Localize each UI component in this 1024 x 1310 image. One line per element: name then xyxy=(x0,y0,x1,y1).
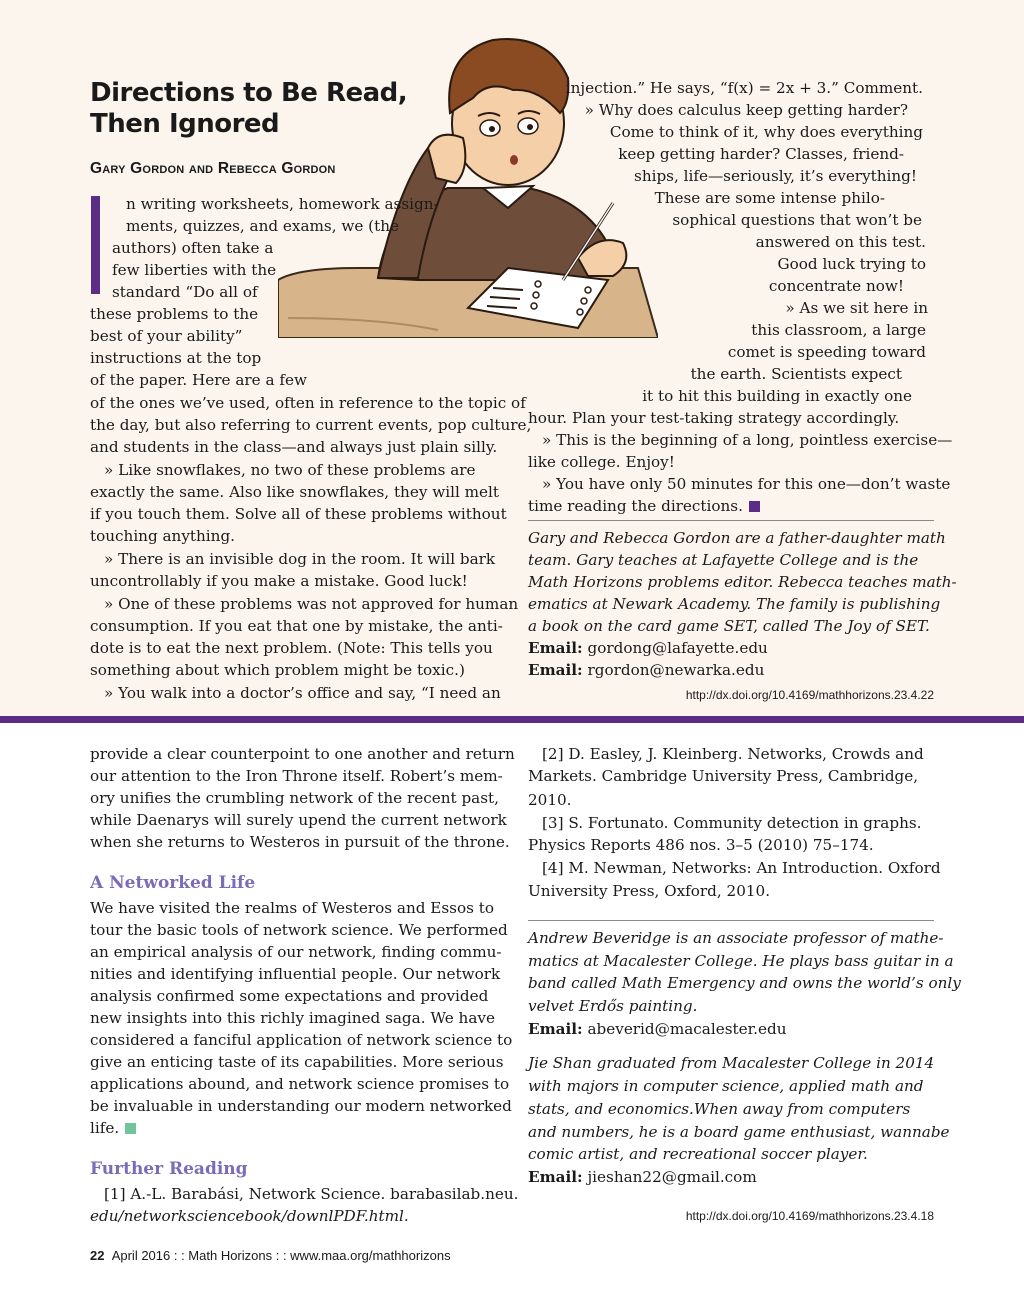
body-line: dote is to eat the next problem. (Note: This tells you xyxy=(90,639,493,657)
body-line: be invaluable in understanding our modern networked xyxy=(90,1097,512,1115)
body-line: sophical questions that won’t be xyxy=(672,211,922,229)
body-line: it to hit this building in exactly one xyxy=(642,387,912,405)
reference-line: Markets. Cambridge University Press, Cambridge, xyxy=(528,767,919,785)
body-line: applications abound, and network science promises to xyxy=(90,1075,510,1093)
author-bio-line: Jie Shan graduated from Macalester College in 2014 xyxy=(528,1054,935,1072)
body-line: » Like snowflakes, no two of these problems are xyxy=(104,461,476,479)
section-divider xyxy=(0,716,1024,723)
reference-line: 2010. xyxy=(528,791,572,809)
reference-line: [2] D. Easley, J. Kleinberg. Networks, Crowds and xyxy=(542,745,924,763)
doi-link[interactable]: http://dx.doi.org/10.4169/mathhorizons.23.4.22 xyxy=(685,688,934,702)
body-line: nities and identifying influential people. Our network xyxy=(90,965,501,983)
author-bio-line: Andrew Beveridge is an associate professor of mathe- xyxy=(528,929,944,947)
body-line: best of your ability” xyxy=(90,327,243,345)
body-line: tour the basic tools of network science. We performed xyxy=(90,921,508,939)
email-link[interactable]: gordong@lafayette.edu xyxy=(587,639,768,657)
body-line: n writing worksheets, homework assign- xyxy=(126,195,439,213)
body-line: few liberties with the xyxy=(112,261,277,279)
reference-line: edu/networksciencebook/downlPDF.html. xyxy=(90,1207,409,1225)
body-line: standard “Do all of xyxy=(112,283,258,301)
email-label: Email: xyxy=(528,639,583,657)
author-bio-line: Gary and Rebecca Gordon are a father-daughter math xyxy=(528,529,946,547)
body-line: ments, quizzes, and exams, we (the xyxy=(126,217,399,235)
email-label: Email: xyxy=(528,1020,583,1038)
body-line: instructions at the top xyxy=(90,349,262,367)
drop-cap-bar xyxy=(91,196,100,294)
body-line: concentrate now! xyxy=(768,277,904,295)
body-line: » One of these problems was not approved for human xyxy=(104,595,519,613)
end-mark-square-icon xyxy=(125,1123,136,1134)
body-line: our attention to the Iron Throne itself. Robert’s mem- xyxy=(90,767,503,785)
body-line: » You walk into a doctor’s office and say, “I need an xyxy=(104,684,501,702)
section-heading: Further Reading xyxy=(90,1159,248,1179)
body-line: of the ones we’ve used, often in reference to the topic of xyxy=(90,394,526,412)
body-line: this classroom, a large xyxy=(751,321,926,339)
bio-divider xyxy=(528,520,934,521)
body-line: ships, life—seriously, it’s everything! xyxy=(634,167,917,185)
author-bio-line: a book on the card game SET, called The Joy of SET. xyxy=(528,617,930,635)
reference-line: [3] S. Fortunato. Community detection in graphs. xyxy=(542,814,922,832)
body-line: exactly the same. Also like snowflakes, they will melt xyxy=(90,483,499,501)
author-bio-line: ematics at Newark Academy. The family is publishing xyxy=(528,595,941,613)
email-label: Email: xyxy=(528,1168,583,1186)
author-bio-line: velvet Erdős painting. xyxy=(528,997,698,1015)
article-title xyxy=(90,78,430,140)
body-line: the earth. Scientists expect xyxy=(690,365,902,383)
byline: Gary Gordon and Rebecca Gordon xyxy=(90,160,336,177)
body-line: when she returns to Westeros in pursuit of the throne. xyxy=(90,833,510,851)
body-line: like college. Enjoy! xyxy=(528,453,675,471)
email-link[interactable]: rgordon@newarka.edu xyxy=(587,661,765,679)
body-line: these problems to the xyxy=(90,305,259,323)
body-line: Come to think of it, why does everything xyxy=(609,123,923,141)
body-line: We have visited the realms of Westeros and Essos to xyxy=(90,899,494,917)
reference-line: University Press, Oxford, 2010. xyxy=(528,882,771,900)
body-line: an empirical analysis of our network, finding commu- xyxy=(90,943,502,961)
body-line: while Daenarys will surely upend the current network xyxy=(90,811,507,829)
body-line: » Why does calculus keep getting harder? xyxy=(584,101,908,119)
title-line-2: Then Ignored xyxy=(90,109,280,139)
author-bio-line: comic artist, and recreational soccer player. xyxy=(528,1145,868,1163)
body-line: » As we sit here in xyxy=(785,299,928,317)
body-line: These are some intense philo- xyxy=(654,189,885,207)
body-line: provide a clear counterpoint to one another and return xyxy=(90,745,515,763)
email-label: Email: xyxy=(528,661,583,679)
body-line: touching anything. xyxy=(90,527,235,545)
body-line: » There is an invisible dog in the room. It will bark xyxy=(104,550,496,568)
email-link[interactable]: abeverid@macalester.edu xyxy=(587,1020,787,1038)
body-line: injection.” He says, “f(x) = 2x + 3.” Comment. xyxy=(565,79,923,97)
body-line: keep getting harder? Classes, friend- xyxy=(618,145,904,163)
email-link[interactable]: jieshan22@gmail.com xyxy=(587,1168,757,1186)
body-line xyxy=(528,495,760,517)
author-bio-line: team. Gary teaches at Lafayette College and is the xyxy=(528,551,919,569)
doi-link[interactable]: http://dx.doi.org/10.4169/mathhorizons.23.4.18 xyxy=(685,1209,934,1223)
page-number: 22 xyxy=(90,1248,105,1263)
author-bio-line: Math Horizons problems editor. Rebecca teaches math- xyxy=(528,573,957,591)
reference-line: [4] M. Newman, Networks: An Introduction. Oxford xyxy=(542,859,941,877)
author-bio-line: band called Math Emergency and owns the world’s only xyxy=(528,974,961,992)
body-line: authors) often take a xyxy=(112,239,274,257)
body-line: of the paper. Here are a few xyxy=(90,371,307,389)
author-bio-line: stats, and economics.When away from computers xyxy=(528,1100,911,1118)
body-line: » You have only 50 minutes for this one—don’t waste xyxy=(542,475,951,493)
reference-line: Physics Reports 486 nos. 3–5 (2010) 75–174. xyxy=(528,836,874,854)
reference-line: [1] A.-L. Barabási, Network Science. barabasilab.neu. xyxy=(104,1185,519,1203)
body-line: and students in the class—and always just plain silly. xyxy=(90,438,498,456)
title-line-1: Directions to Be Read, xyxy=(90,78,408,108)
author-bio-line: matics at Macalester College. He plays bass guitar in a xyxy=(528,952,954,970)
email-row xyxy=(528,659,764,681)
body-line: analysis confirmed some expectations and provided xyxy=(90,987,489,1005)
student-at-desk-illustration xyxy=(278,18,658,338)
body-line: comet is speeding toward xyxy=(727,343,926,361)
author-bio-line: with majors in computer science, applied math and xyxy=(528,1077,924,1095)
author-bio-line: and numbers, he is a board game enthusiast, wannabe xyxy=(528,1123,950,1141)
body-line: consumption. If you eat that one by mistake, the anti- xyxy=(90,617,503,635)
end-mark-square-icon xyxy=(749,501,760,512)
body-line: something about which problem might be toxic.) xyxy=(90,661,465,679)
bio-divider xyxy=(528,920,934,921)
page-footer xyxy=(90,1248,451,1263)
body-line-text: life. xyxy=(90,1119,120,1137)
body-line: give an enticing taste of its capabilities. More serious xyxy=(90,1053,504,1071)
email-row xyxy=(528,1018,787,1040)
body-line: the day, but also referring to current events, pop culture, xyxy=(90,416,532,434)
footer-text: April 2016 : : Math Horizons : : www.maa.org/mathhorizons xyxy=(111,1248,451,1263)
body-line: uncontrollably if you make a mistake. Good luck! xyxy=(90,572,468,590)
body-line: ory unifies the crumbling network of the recent past, xyxy=(90,789,499,807)
body-line: answered on this test. xyxy=(755,233,926,251)
body-line: hour. Plan your test-taking strategy accordingly. xyxy=(528,409,900,427)
body-line: considered a fanciful application of network science to xyxy=(90,1031,513,1049)
email-row xyxy=(528,637,768,659)
body-line: Good luck trying to xyxy=(777,255,926,273)
body-line-text: time reading the directions. xyxy=(528,497,743,515)
section-heading: A Networked Life xyxy=(90,873,256,893)
email-row xyxy=(528,1166,757,1188)
body-line: new insights into this richly imagined saga. We have xyxy=(90,1009,495,1027)
body-line xyxy=(90,1117,136,1139)
body-line: » This is the beginning of a long, pointless exercise— xyxy=(542,431,953,449)
body-line: if you touch them. Solve all of these problems without xyxy=(90,505,507,523)
